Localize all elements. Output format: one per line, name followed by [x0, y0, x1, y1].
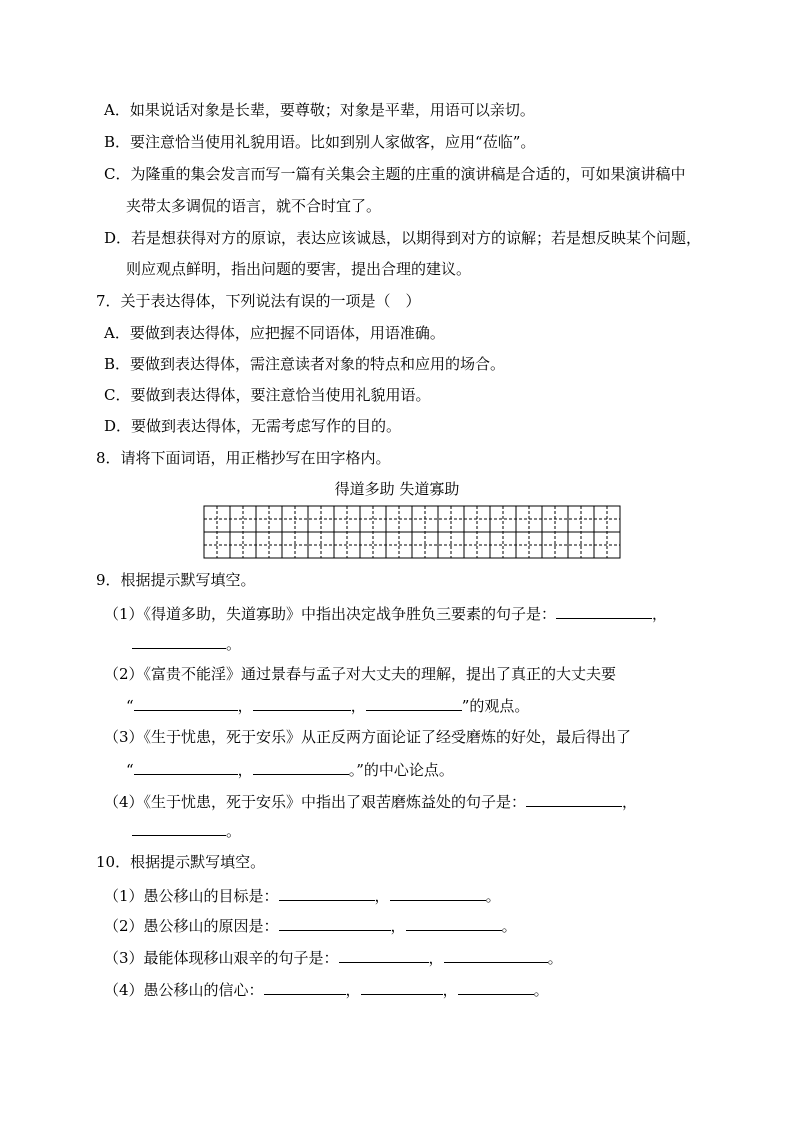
- q9-item2: （2）《富贵不能淫》通过景春与孟子对大丈夫的理解，提出了真正的大丈夫要: [104, 665, 617, 683]
- open-quote: “: [126, 761, 134, 779]
- q9-item1: [104, 602, 667, 625]
- comma: ，: [345, 981, 361, 999]
- comma: ，: [237, 761, 253, 779]
- comma: ，: [442, 981, 458, 999]
- comma: ，: [652, 605, 668, 623]
- open-quote: “: [126, 697, 134, 715]
- q9-stem: 9．根据提示默写填空。: [96, 571, 256, 589]
- q7-stem: 7．关于表达得体，下列说法有误的一项是（ ）: [96, 292, 421, 310]
- blank[interactable]: [279, 884, 375, 901]
- q10-stem: 10．根据提示默写填空。: [96, 853, 266, 871]
- q9-item3-cont: [126, 758, 454, 781]
- q9-item1-cont: [132, 632, 241, 655]
- blank[interactable]: [406, 914, 502, 931]
- tianzige-grid[interactable]: [203, 505, 621, 559]
- comma: ，: [374, 887, 390, 905]
- q6-option-a: A．如果说话对象是长辈，要尊敬；对象是平辈，用语可以亲切。: [104, 101, 535, 119]
- q9-item4-text: （4）《生于忧患，死于安乐》中指出了艰苦磨炼益处的句子是：: [104, 793, 527, 811]
- q10-item1-text: （1）愚公移山的目标是：: [104, 887, 279, 905]
- q10-item3: [104, 946, 563, 969]
- blank[interactable]: [264, 978, 346, 995]
- blank[interactable]: [279, 914, 391, 931]
- q6-option-b: B．要注意恰当使用礼貌用语。比如到别人家做客，应用“莅临”。: [104, 133, 536, 151]
- blank[interactable]: [361, 978, 443, 995]
- blank[interactable]: [458, 978, 534, 995]
- quote-end: ”的观点。: [461, 697, 530, 715]
- q6-option-d: D．若是想获得对方的原谅，表达应该诚恳，以期得到对方的谅解；若是想反映某个问题，: [104, 229, 702, 247]
- q9-item2-cont: [126, 694, 529, 717]
- comma: ，: [390, 917, 406, 935]
- blank[interactable]: [134, 694, 238, 711]
- q7-option-d: D．要做到表达得体，无需考虑写作的目的。: [104, 417, 402, 435]
- period: 。: [501, 917, 517, 935]
- period: 。: [533, 981, 549, 999]
- q9-item3: （3）《生于忧患，死于安乐》从正反两方面论证了经受磨炼的好处，最后得出了: [104, 728, 632, 746]
- q10-item2-text: （2）愚公移山的原因是：: [104, 917, 279, 935]
- q6-option-c-cont: 夹带太多调侃的语言，就不合时宜了。: [126, 197, 382, 215]
- q10-item4-text: （4）愚公移山的信心：: [104, 981, 264, 999]
- q7-option-a: A．要做到表达得体，应把握不同语体，用语准确。: [104, 324, 445, 342]
- q7-option-c: C．要做到表达得体，要注意恰当使用礼貌用语。: [104, 386, 431, 404]
- q9-item1-text: （1）《得道多助，失道寡助》中指出决定战争胜负三要素的句子是：: [104, 605, 557, 623]
- q9-item4-cont: [132, 819, 241, 842]
- blank[interactable]: [556, 602, 652, 619]
- comma: ，: [622, 793, 638, 811]
- comma: ，: [428, 949, 444, 967]
- blank[interactable]: [253, 758, 349, 775]
- q8-words: 得道多助 失道寡助: [334, 480, 460, 498]
- period: 。: [547, 949, 563, 967]
- q6-option-d-cont: 则应观点鲜明，指出问题的要害，提出合理的建议。: [126, 260, 472, 278]
- period: 。: [226, 635, 242, 653]
- blank[interactable]: [132, 632, 226, 649]
- comma: ，: [237, 697, 253, 715]
- q10-item2: [104, 914, 517, 937]
- q8-stem: 8．请将下面词语，用正楷抄写在田字格内。: [96, 449, 391, 467]
- blank[interactable]: [134, 758, 238, 775]
- quote-end: 。”的中心论点。: [348, 761, 454, 779]
- period: 。: [485, 887, 501, 905]
- q7-option-b: B．要做到表达得体，需注意读者对象的特点和应用的场合。: [104, 355, 506, 373]
- q10-item3-text: （3）最能体现移山艰辛的句子是：: [104, 949, 339, 967]
- blank[interactable]: [339, 946, 429, 963]
- q9-item4: [104, 790, 637, 813]
- blank[interactable]: [253, 694, 351, 711]
- q10-item1: [104, 884, 501, 907]
- comma: ，: [350, 697, 366, 715]
- blank[interactable]: [132, 819, 226, 836]
- blank[interactable]: [444, 946, 548, 963]
- q10-item4: [104, 978, 549, 1001]
- blank[interactable]: [390, 884, 486, 901]
- blank[interactable]: [366, 694, 462, 711]
- period: 。: [226, 822, 242, 840]
- blank[interactable]: [526, 790, 622, 807]
- q6-option-c: C．为隆重的集会发言而写一篇有关集会主题的庄重的演讲稿是合适的，可如果演讲稿中: [104, 165, 686, 183]
